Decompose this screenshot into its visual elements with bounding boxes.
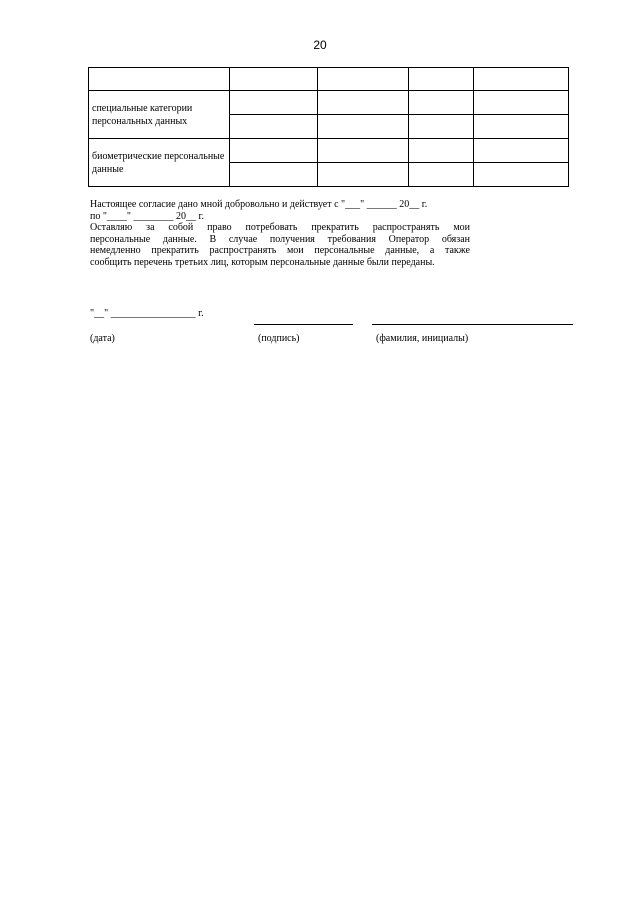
table-cell <box>474 91 569 115</box>
signature-label: (подпись) <box>258 333 300 344</box>
consent-paragraph <box>90 199 470 268</box>
table-cell <box>409 115 474 139</box>
category-cell-special: специальные категории персональных данных <box>89 91 230 139</box>
table-cell <box>89 68 230 91</box>
table-cell <box>474 115 569 139</box>
table-cell <box>230 68 318 91</box>
table-cell <box>318 68 409 91</box>
table-cell <box>230 91 318 115</box>
date-field: "__" _________________ г. <box>90 308 204 319</box>
table-cell <box>318 163 409 187</box>
table-cell <box>409 68 474 91</box>
table-cell <box>230 139 318 163</box>
table-cell <box>409 163 474 187</box>
consent-line: Оставляю за собой право потребовать прекратить распространять мои <box>90 222 470 233</box>
name-label: (фамилия, инициалы) <box>376 333 469 344</box>
category-cell-biometric: биометрические персональные данные <box>89 139 230 187</box>
table-cell <box>474 139 569 163</box>
consent-table <box>88 67 569 187</box>
table-cell <box>318 139 409 163</box>
consent-line: немедленно прекратить распространять мои персональные данные, а также <box>90 245 470 256</box>
consent-line: сообщить перечень третьих лиц, которым персональные данные были переданы. <box>90 256 435 268</box>
name-line <box>372 324 573 325</box>
table-row <box>89 91 569 115</box>
table-cell <box>318 91 409 115</box>
table-cell <box>230 163 318 187</box>
table-row <box>89 139 569 163</box>
table-cell <box>230 115 318 139</box>
table-cell <box>474 68 569 91</box>
table-header-row <box>89 68 569 91</box>
table-cell <box>474 163 569 187</box>
table-cell <box>318 115 409 139</box>
consent-line: персональные данные. В случае получения требования Оператор обязан <box>90 233 470 245</box>
table-cell <box>409 91 474 115</box>
signature-line <box>254 324 353 325</box>
consent-line: Настоящее согласие дано мной добровольно и действует с "___" ______ 20__ г. <box>90 199 428 210</box>
consent-line: по "____" ________ 20__ г. <box>90 210 204 222</box>
page-number: 20 <box>313 38 327 52</box>
table-cell <box>409 139 474 163</box>
date-label: (дата) <box>90 333 115 344</box>
